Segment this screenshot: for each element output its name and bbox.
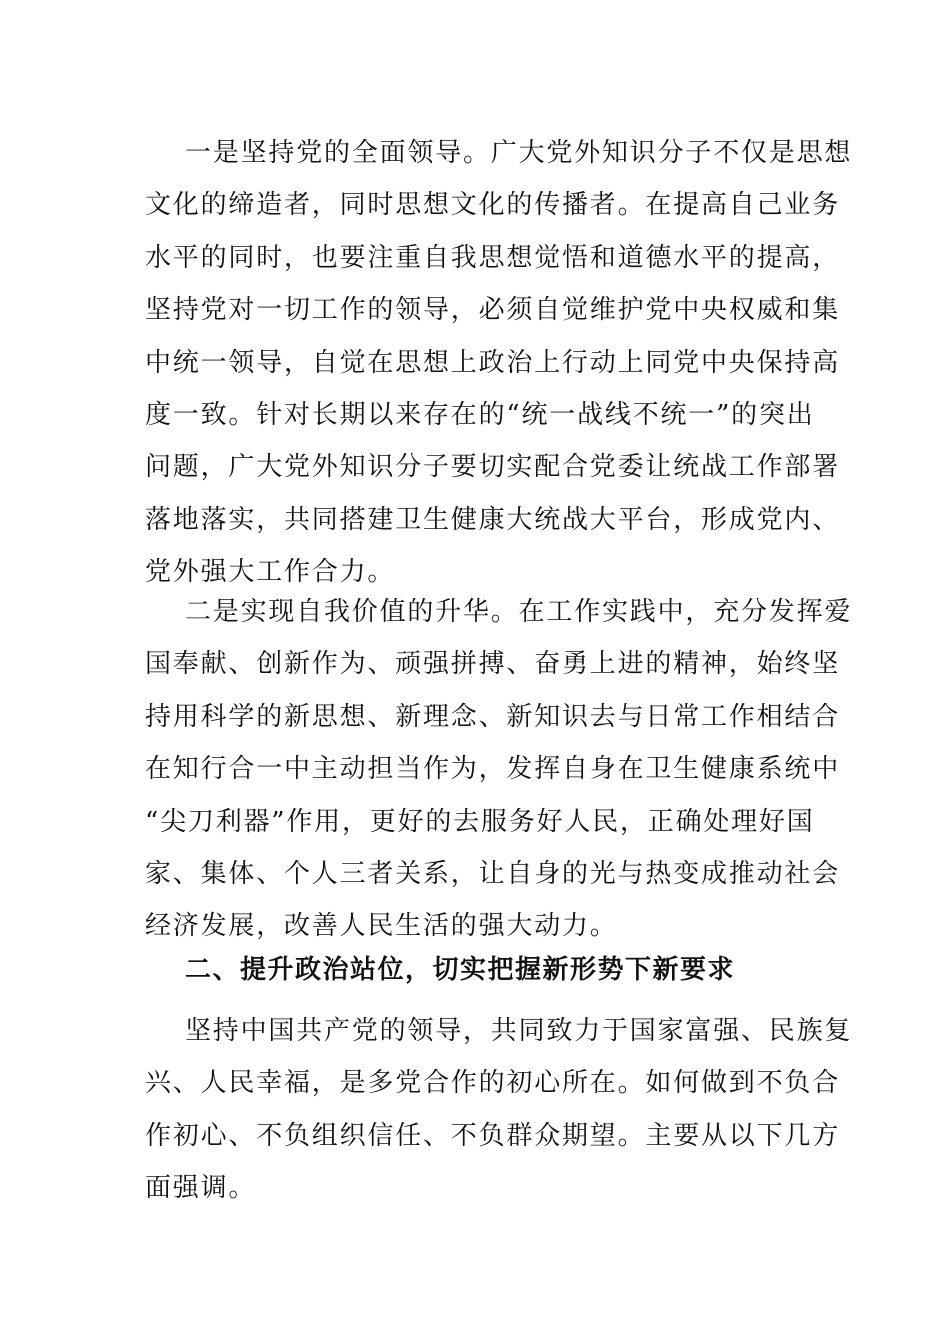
paragraph-line: 经济发展，改善人民生活的强大动力。 — [145, 911, 618, 942]
paragraph-line: “尖刀利器”作用，更好的去服务好人民，正确处理好国 — [145, 806, 815, 837]
paragraph-line: 度一致。针对长期以来存在的“统一战线不统一”的突出 — [145, 399, 815, 430]
paragraph-line: 国奉献、创新作为、顽强拼搏、奋勇上进的精神，始终坚 — [145, 649, 841, 680]
section-heading-block — [145, 944, 810, 996]
paragraph-line: 问题，广大党外知识分子要切实配合党委让统战工作部署 — [145, 452, 841, 483]
paragraph-self-value — [145, 586, 853, 953]
paragraph-line: 二是实现自我价值的升华。在工作实践中，充分发挥爱 — [185, 597, 853, 627]
paragraph-line: 作初心、不负组织信任、不负群众期望。主要从以下几方 — [145, 1120, 841, 1151]
paragraph-line: 党外强大工作合力。 — [145, 557, 396, 588]
paragraph-line: 中统一领导，自觉在思想上政治上行动上同党中央保持高 — [145, 347, 841, 378]
paragraph-line: 落地落实，共同搭建卫生健康大统战大平台，形成党内、 — [145, 504, 841, 535]
paragraph-cooperation — [145, 1005, 853, 1215]
paragraph-line: 面强调。 — [145, 1173, 257, 1204]
paragraph-line: 在知行合一中主动担当作为，发挥自身在卫生健康系统中 — [145, 754, 841, 785]
paragraph-line: 水平的同时，也要注重自我思想觉悟和道德水平的提高， — [145, 242, 841, 273]
paragraph-line: 坚持中国共产党的领导，共同致力于国家富强、民族复 — [185, 1016, 853, 1046]
paragraph-line: 家、集体、个人三者关系，让自身的光与热变成推动社会 — [145, 858, 841, 889]
section-heading: 二、提升政治站位，切实把握新形势下新要求 — [185, 955, 736, 985]
paragraph-line: 兴、人民幸福，是多党合作的初心所在。如何做到不负合 — [145, 1068, 841, 1099]
paragraph-leadership — [145, 127, 853, 599]
paragraph-line: 一是坚持党的全面领导。广大党外知识分子不仅是思想 — [185, 138, 853, 168]
paragraph-line: 文化的缔造者，同时思想文化的传播者。在提高自己业务 — [145, 190, 841, 221]
paragraph-line: 持用科学的新思想、新理念、新知识去与日常工作相结合 — [145, 701, 841, 732]
paragraph-line: 坚持党对一切工作的领导，必须自觉维护党中央权威和集 — [145, 295, 841, 326]
